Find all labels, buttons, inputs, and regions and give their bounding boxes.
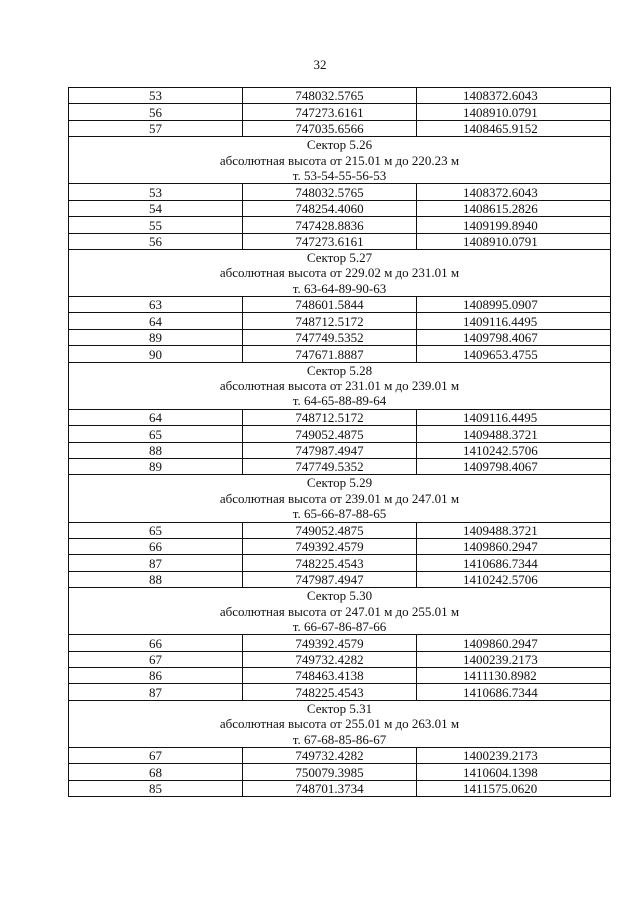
point-number: 88	[69, 571, 243, 587]
table-row	[69, 538, 611, 554]
x-coordinate: 748601.5844	[243, 297, 417, 313]
y-coordinate: 1408995.0907	[417, 297, 611, 313]
sector-header	[69, 249, 611, 296]
x-coordinate: 749052.4875	[243, 426, 417, 442]
sector-height: абсолютная высота от 247.01 м до 255.01 м	[219, 603, 460, 619]
point-number: 57	[69, 120, 243, 136]
table-row	[69, 409, 611, 425]
point-number: 88	[69, 442, 243, 458]
point-number: 87	[69, 555, 243, 571]
table-row	[69, 120, 611, 136]
y-coordinate: 1409199.8940	[417, 217, 611, 233]
sector-sector: Сектор 5.28	[306, 362, 373, 378]
y-coordinate: 1400239.2173	[417, 651, 611, 667]
table-row	[69, 217, 611, 233]
y-coordinate: 1409116.4495	[417, 313, 611, 329]
sector-header	[69, 588, 611, 635]
sector-points: т. 66-67-86-87-66	[292, 618, 387, 634]
table-row	[69, 458, 611, 474]
table-row	[69, 635, 611, 651]
y-coordinate: 1408465.9152	[417, 120, 611, 136]
table-row	[69, 329, 611, 345]
y-coordinate: 1408372.6043	[417, 184, 611, 200]
y-coordinate: 1410242.5706	[417, 571, 611, 587]
x-coordinate: 747035.6566	[243, 120, 417, 136]
y-coordinate: 1410604.1398	[417, 764, 611, 780]
table-row	[69, 88, 611, 104]
x-coordinate: 747273.6161	[243, 233, 417, 249]
sector-points: т. 65-66-87-88-65	[292, 506, 387, 522]
point-number: 64	[69, 409, 243, 425]
sector-sector: Сектор 5.29	[306, 475, 373, 491]
point-number: 63	[69, 297, 243, 313]
table-row	[69, 200, 611, 216]
point-number: 67	[69, 651, 243, 667]
table-row	[69, 668, 611, 684]
sector-height: абсолютная высота от 239.01 м до 247.01 м	[219, 490, 460, 506]
y-coordinate: 1409488.3721	[417, 426, 611, 442]
sector-header	[69, 475, 611, 522]
table-row	[69, 184, 611, 200]
sector-points: т. 67-68-85-86-67	[292, 731, 387, 747]
x-coordinate: 748225.4543	[243, 684, 417, 700]
y-coordinate: 1408910.0791	[417, 233, 611, 249]
coordinates-table	[68, 87, 611, 797]
sector-header	[69, 137, 611, 184]
sector-sector: Сектор 5.31	[306, 700, 373, 716]
x-coordinate: 747428.8836	[243, 217, 417, 233]
x-coordinate: 747749.5352	[243, 329, 417, 345]
table-row	[69, 522, 611, 538]
sector-header-row	[69, 475, 611, 522]
table-row	[69, 651, 611, 667]
table-row	[69, 104, 611, 120]
point-number: 67	[69, 748, 243, 764]
x-coordinate: 748225.4543	[243, 555, 417, 571]
sector-header-row	[69, 362, 611, 409]
point-number: 55	[69, 217, 243, 233]
table-row	[69, 442, 611, 458]
y-coordinate: 1408910.0791	[417, 104, 611, 120]
x-coordinate: 748032.5765	[243, 88, 417, 104]
x-coordinate: 747273.6161	[243, 104, 417, 120]
sector-header-row	[69, 249, 611, 296]
point-number: 65	[69, 426, 243, 442]
sector-points: т. 63-64-89-90-63	[292, 280, 387, 296]
table-row	[69, 555, 611, 571]
x-coordinate: 748701.3734	[243, 780, 417, 796]
y-coordinate: 1400239.2173	[417, 748, 611, 764]
x-coordinate: 749732.4282	[243, 748, 417, 764]
point-number: 54	[69, 200, 243, 216]
point-number: 86	[69, 668, 243, 684]
point-number: 87	[69, 684, 243, 700]
x-coordinate: 749392.4579	[243, 635, 417, 651]
y-coordinate: 1408615.2826	[417, 200, 611, 216]
x-coordinate: 748032.5765	[243, 184, 417, 200]
point-number: 66	[69, 635, 243, 651]
point-number: 64	[69, 313, 243, 329]
x-coordinate: 748712.5172	[243, 409, 417, 425]
y-coordinate: 1410686.7344	[417, 555, 611, 571]
x-coordinate: 747987.4947	[243, 571, 417, 587]
table-row	[69, 748, 611, 764]
x-coordinate: 748463.4138	[243, 668, 417, 684]
sector-height: абсолютная высота от 255.01 м до 263.01 м	[219, 716, 460, 732]
sector-header	[69, 362, 611, 409]
y-coordinate: 1409116.4495	[417, 409, 611, 425]
x-coordinate: 749392.4579	[243, 538, 417, 554]
table-row	[69, 426, 611, 442]
point-number: 56	[69, 104, 243, 120]
point-number: 66	[69, 538, 243, 554]
y-coordinate: 1411130.8982	[417, 668, 611, 684]
point-number: 53	[69, 184, 243, 200]
x-coordinate: 748254.4060	[243, 200, 417, 216]
point-number: 56	[69, 233, 243, 249]
sector-sector: Сектор 5.27	[306, 249, 373, 265]
page-number: 32	[313, 57, 327, 72]
sector-height: абсолютная высота от 231.01 м до 239.01 м	[219, 378, 460, 394]
y-coordinate: 1408372.6043	[417, 88, 611, 104]
x-coordinate: 748712.5172	[243, 313, 417, 329]
table-row	[69, 684, 611, 700]
sector-points: т. 64-65-88-89-64	[292, 393, 387, 409]
table-row	[69, 233, 611, 249]
sector-sector: Сектор 5.30	[306, 588, 373, 604]
sector-height: абсолютная высота от 229.02 м до 231.01 м	[219, 265, 460, 281]
sector-header-row	[69, 588, 611, 635]
point-number: 89	[69, 458, 243, 474]
point-number: 85	[69, 780, 243, 796]
sector-points: т. 53-54-55-56-53	[292, 167, 387, 183]
y-coordinate: 1409653.4755	[417, 346, 611, 362]
sector-sector: Сектор 5.26	[306, 137, 373, 153]
x-coordinate: 747987.4947	[243, 442, 417, 458]
x-coordinate: 747749.5352	[243, 458, 417, 474]
point-number: 90	[69, 346, 243, 362]
table-row	[69, 313, 611, 329]
y-coordinate: 1409860.2947	[417, 538, 611, 554]
point-number: 89	[69, 329, 243, 345]
table-row	[69, 764, 611, 780]
y-coordinate: 1409798.4067	[417, 329, 611, 345]
x-coordinate: 749052.4875	[243, 522, 417, 538]
table-row	[69, 571, 611, 587]
point-number: 68	[69, 764, 243, 780]
point-number: 65	[69, 522, 243, 538]
y-coordinate: 1409488.3721	[417, 522, 611, 538]
sector-height: абсолютная высота от 215.01 м до 220.23 м	[219, 152, 460, 168]
y-coordinate: 1409798.4067	[417, 458, 611, 474]
sector-header-row	[69, 700, 611, 747]
x-coordinate: 750079.3985	[243, 764, 417, 780]
sector-header-row	[69, 137, 611, 184]
table-row	[69, 297, 611, 313]
table-row	[69, 780, 611, 796]
y-coordinate: 1410686.7344	[417, 684, 611, 700]
sector-header	[69, 700, 611, 747]
point-number: 53	[69, 88, 243, 104]
y-coordinate: 1411575.0620	[417, 780, 611, 796]
x-coordinate: 747671.8887	[243, 346, 417, 362]
y-coordinate: 1410242.5706	[417, 442, 611, 458]
y-coordinate: 1409860.2947	[417, 635, 611, 651]
x-coordinate: 749732.4282	[243, 651, 417, 667]
table-row	[69, 346, 611, 362]
